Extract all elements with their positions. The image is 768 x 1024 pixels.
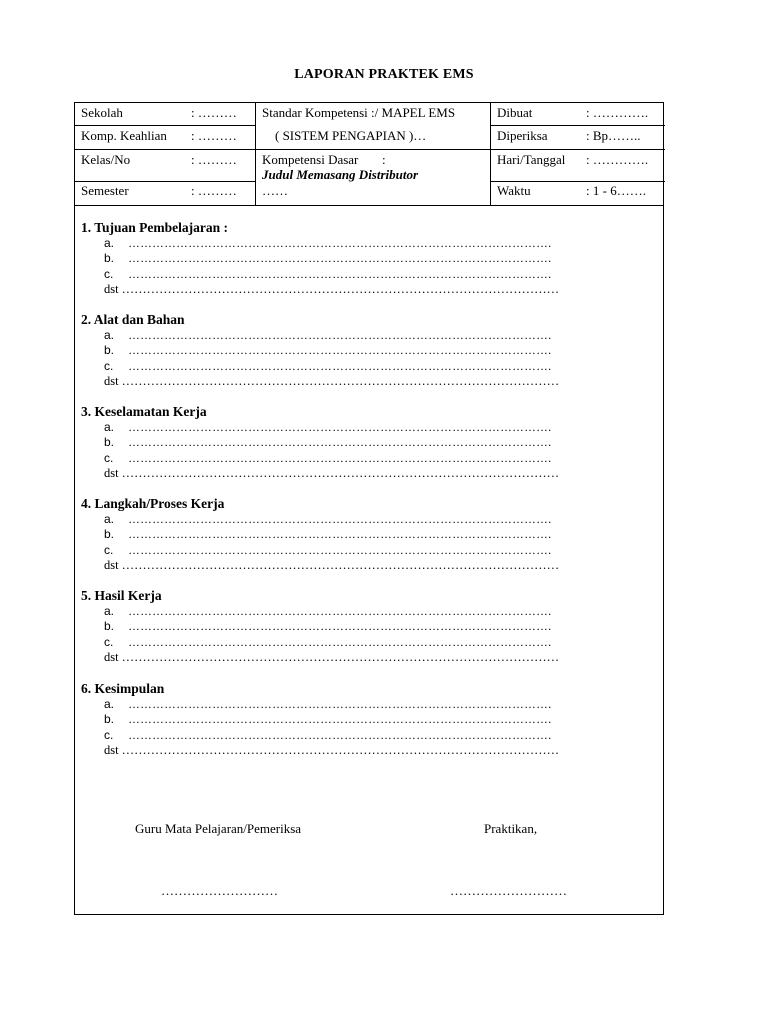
- dibuat-value: : ………….: [586, 105, 649, 120]
- hari-tanggal-value: : ………….: [586, 152, 649, 167]
- item-dots: …………………………………………………………………………………………….: [128, 619, 552, 634]
- semester-value: : ………: [191, 183, 237, 198]
- item-dots: …………………………………………………………………………………………….: [128, 328, 552, 342]
- list-item: [81, 543, 641, 558]
- item-label: a.: [104, 328, 115, 342]
- item-dots: …………………………………………………………………………………………….: [128, 251, 552, 266]
- section: [81, 220, 641, 298]
- student-signature-title: Praktikan,: [484, 821, 538, 836]
- dst-label: dst: [104, 743, 119, 758]
- item-dots: …………………………………………………………………………………………….: [128, 450, 552, 465]
- list-item: [81, 619, 641, 634]
- item-dots: …………………………………………………………………………………………….: [128, 634, 552, 649]
- list-item: [81, 512, 641, 527]
- section-title: 1. Tujuan Pembelajaran :: [81, 220, 229, 235]
- header-rule: [490, 125, 665, 126]
- item-label: a.: [104, 236, 115, 250]
- dst-dots: ……………………………………………………………………………………………: [121, 374, 560, 389]
- item-label: c.: [104, 266, 114, 281]
- header-divider-2: [490, 103, 491, 205]
- komp-keahlian-value: : ………: [191, 128, 237, 143]
- item-label: a.: [104, 420, 115, 434]
- list-item-dst: [81, 466, 641, 481]
- section: [81, 588, 641, 666]
- section: [81, 681, 641, 759]
- item-dots: …………………………………………………………………………………………….: [128, 604, 552, 618]
- student-signature-line: ………………………: [450, 883, 567, 898]
- item-dots: …………………………………………………………………………………………….: [128, 527, 552, 542]
- header-rule: [490, 149, 665, 150]
- item-label: b.: [104, 712, 115, 727]
- teacher-signature-title: Guru Mata Pelajaran/Pemeriksa: [135, 821, 302, 836]
- dibuat-label: Dibuat: [497, 105, 533, 120]
- list-item-dst: [81, 282, 641, 297]
- item-label: a.: [104, 512, 115, 526]
- header-rule: [255, 149, 490, 150]
- list-item: [81, 697, 641, 712]
- kelas-value: : ………: [191, 152, 237, 167]
- waktu-label: Waktu: [497, 183, 531, 198]
- list-item: [81, 712, 641, 727]
- sekolah-label: Sekolah: [81, 105, 123, 120]
- list-item-dst: [81, 743, 641, 758]
- list-item-dst: [81, 650, 641, 665]
- item-list: [81, 236, 641, 298]
- judul: Judul Memasang Distributor: [262, 167, 419, 182]
- header-rule: [75, 125, 255, 126]
- dst-label: dst: [104, 374, 119, 389]
- item-list: [81, 328, 641, 390]
- item-list: [81, 420, 641, 482]
- item-label: b.: [104, 619, 115, 634]
- item-label: c.: [104, 727, 114, 742]
- dst-dots: ……………………………………………………………………………………………: [121, 282, 560, 297]
- header-rule: [75, 149, 255, 150]
- item-label: c.: [104, 450, 114, 465]
- dst-dots: ……………………………………………………………………………………………: [121, 558, 560, 573]
- item-dots: …………………………………………………………………………………………….: [128, 542, 552, 557]
- list-item: [81, 435, 641, 450]
- hari-tanggal-label: Hari/Tanggal: [497, 152, 566, 167]
- kelas-label: Kelas/No: [81, 152, 131, 167]
- item-dots: …………………………………………………………………………………………….: [128, 512, 552, 526]
- list-item: [81, 236, 641, 251]
- item-dots: …………………………………………………………………………………………….: [128, 236, 552, 250]
- dst-dots: ……………………………………………………………………………………………: [121, 650, 560, 665]
- item-dots: …………………………………………………………………………………………….: [128, 697, 552, 711]
- list-item: [81, 267, 641, 282]
- section-title: 5. Hasil Kerja: [81, 588, 162, 603]
- item-dots: …………………………………………………………………………………………….: [128, 420, 552, 434]
- item-label: c.: [104, 358, 114, 373]
- report-body: [74, 205, 664, 915]
- section: [81, 312, 641, 390]
- list-item: [81, 420, 641, 435]
- item-label: b.: [104, 435, 115, 450]
- dst-dots: ……………………………………………………………………………………………: [121, 743, 560, 758]
- semester-label: Semester: [81, 183, 129, 198]
- diperiksa-value: : Bp……..: [586, 128, 641, 143]
- list-item: [81, 343, 641, 358]
- section-title: 6. Kesimpulan: [81, 681, 165, 696]
- list-item-dst: [81, 558, 641, 573]
- item-dots: …………………………………………………………………………………………….: [128, 266, 552, 281]
- header-divider-1: [255, 103, 256, 205]
- item-label: c.: [104, 634, 114, 649]
- header-table: [74, 102, 664, 206]
- section: [81, 496, 641, 574]
- item-label: a.: [104, 697, 115, 711]
- list-item: [81, 328, 641, 343]
- list-item: [81, 527, 641, 542]
- section-title: 2. Alat dan Bahan: [81, 312, 185, 327]
- list-item-dst: [81, 374, 641, 389]
- page-title: LAPORAN PRAKTEK EMS: [294, 67, 474, 82]
- item-list: [81, 697, 641, 759]
- item-dots: …………………………………………………………………………………………….: [128, 358, 552, 373]
- teacher-signature-line: ………………………: [161, 883, 278, 898]
- list-item: [81, 251, 641, 266]
- header-rule: [490, 181, 665, 182]
- list-item: [81, 604, 641, 619]
- item-dots: …………………………………………………………………………………………….: [128, 343, 552, 358]
- dst-label: dst: [104, 650, 119, 665]
- item-label: b.: [104, 251, 115, 266]
- item-label: b.: [104, 343, 115, 358]
- sistem-pengapian: ( SISTEM PENGAPIAN )…: [275, 128, 427, 143]
- list-item: [81, 451, 641, 466]
- dst-label: dst: [104, 282, 119, 297]
- item-dots: …………………………………………………………………………………………….: [128, 712, 552, 727]
- diperiksa-label: Diperiksa: [497, 128, 548, 143]
- dst-label: dst: [104, 466, 119, 481]
- kompetensi-dasar-label: Kompetensi Dasar: [262, 152, 359, 167]
- kompetensi-dasar-value: :: [382, 152, 386, 167]
- item-list: [81, 604, 641, 666]
- item-label: c.: [104, 542, 114, 557]
- sekolah-value: : ………: [191, 105, 237, 120]
- section: [81, 404, 641, 482]
- judul-dots: ……: [262, 183, 288, 198]
- dst-label: dst: [104, 558, 119, 573]
- section-title: 4. Langkah/Proses Kerja: [81, 496, 225, 511]
- list-item: [81, 359, 641, 374]
- item-dots: …………………………………………………………………………………………….: [128, 727, 552, 742]
- item-list: [81, 512, 641, 574]
- header-rule: [75, 181, 255, 182]
- item-label: a.: [104, 604, 115, 618]
- list-item: [81, 728, 641, 743]
- komp-keahlian-label: Komp. Keahlian: [81, 128, 167, 143]
- dst-dots: ……………………………………………………………………………………………: [121, 466, 560, 481]
- list-item: [81, 635, 641, 650]
- waktu-value: : 1 - 6…….: [586, 183, 646, 198]
- section-title: 3. Keselamatan Kerja: [81, 404, 207, 419]
- item-label: b.: [104, 527, 115, 542]
- standar-kompetensi: Standar Kompetensi :/ MAPEL EMS: [262, 105, 456, 120]
- item-dots: …………………………………………………………………………………………….: [128, 435, 552, 450]
